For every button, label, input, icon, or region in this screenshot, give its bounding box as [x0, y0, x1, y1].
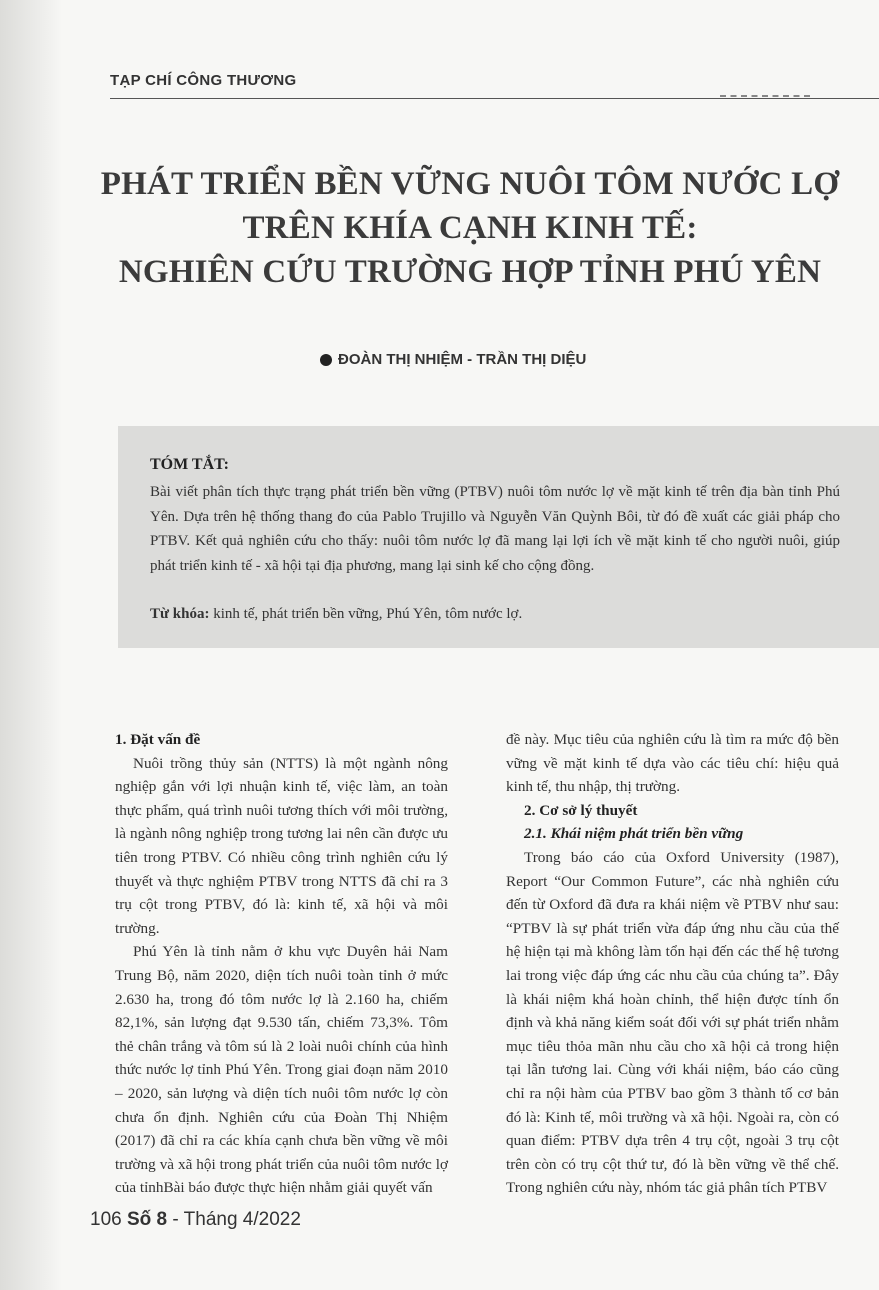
body-column-right [506, 728, 839, 1200]
title-line-2: TRÊN KHÍA CẠNH KINH TẾ: [242, 210, 698, 246]
abstract-text: Bài viết phân tích thực trạng phát triển bền vững (PTBV) nuôi tôm nước lợ về mặt kinh tế trên địa bàn tỉnh Phú Yên. Dựa trên hệ thống thang đo của Pablo Trujillo và Nguyễn Văn Quỳnh Bôi, từ đó đề xuất các giải pháp cho PTBV. Kết quả nghiên cứu cho thấy: nuôi tôm nước lợ đã mang lại lợi ích về mặt kinh tế cho người nuôi, giúp phát triển kinh tế - xã hội tại địa phương, mang lại sinh kế cho cộng đồng. [150, 484, 840, 574]
keywords-text: kinh tế, phát triển bền vững, Phú Yên, tôm nước lợ. [209, 606, 523, 622]
paragraph: Phú Yên là tỉnh nằm ở khu vực Duyên hải Nam Trung Bộ, năm 2020, diện tích nuôi toàn tỉnh ở mức 2.630 ha, trong đó tôm nước lợ là 2.160 ha, chiếm 82,1%, sản lượng đạt 9.530 tấn, chiếm 73,3%. Tôm thẻ chân trắng và tôm sú là 2 loài nuôi chính của hình thức nước lợ tỉnh Phú Yên. Trong giai đoạn năm 2010 – 2020, sản lượng và diện tích nuôi tôm nước lợ còn chưa ổn định. Nghiên cứu của Đoàn Thị Nhiệm (2017) đã chỉ ra các khía cạnh chưa bền vững về môi trường và xã hội trong phát triển của nuôi tôm nước lợ của tỉnhBài báo được thực hiện nhằm giải quyết vấn [115, 943, 448, 1197]
keywords [150, 602, 840, 626]
issue-number: Số 8 [126, 1209, 168, 1230]
header-rule [110, 98, 879, 99]
abstract-heading: TÓM TẮT: [150, 456, 229, 473]
paragraph: Nuôi trồng thủy sản (NTTS) là một ngành nông nghiệp gắn với lợi nhuận kinh tế, việc làm, an toàn thực phẩm, quá trình nuôi tương thích với môi trường, là ngành nông nghiệp trong tương lai nên cần được ưu tiên trong PTBV. Có nhiều công trình nghiên cứu lý thuyết và thực nghiệm PTBV trong NTTS đã chỉ ra 3 trụ cột trong PTBV, đó là: kinh tế, xã hội và môi trường. [115, 754, 448, 937]
body-column-left [115, 728, 448, 1200]
issue-date: - Tháng 4/2022 [167, 1209, 301, 1230]
article-title [80, 162, 860, 294]
header-dash [720, 95, 810, 97]
paragraph: Trong báo cáo của Oxford University (1987), Report “Our Common Future”, các nhà nghiên cứu đến từ Oxford đã đưa ra khái niệm về PTBV như sau: “PTBV là sự phát triển vừa đáp ứng nhu cầu của thế hệ hiện tại mà không làm tổn hại đến các thế hệ tương lai trong việc đáp ứng các nhu cầu của chúng ta”. Đây là khái niệm khá hoàn chỉnh, thể hiện được tính ổn định và khả năng kiểm soát đối với sự phát triển nhằm mục tiêu thỏa mãn nhu cầu cho xã hội cả trong hiện tại lẫn tương lai. Cùng với khái niệm, báo cáo cũng chỉ ra nội hàm của PTBV bao gồm 3 thành tố cơ bản đó là: Kinh tế, môi trường và xã hội. Ngoài ra, còn có quan điểm: PTBV dựa trên 4 trụ cột, ngoài 3 trụ cột trên còn có trụ cột thứ tư, đó là bền vững về thể chế. Trong nghiên cứu này, nhóm tác giả phân tích PTBV [506, 848, 839, 1197]
journal-name: TẠP CHÍ CÔNG THƯƠNG [110, 72, 297, 89]
title-line-1: PHÁT TRIỂN BỀN VỮNG NUÔI TÔM NƯỚC LỢ [100, 166, 840, 202]
section-1-heading: 1. Đặt vấn đề [115, 731, 201, 748]
keywords-label: Từ khóa: [150, 606, 210, 622]
author-names: ĐOÀN THỊ NHIỆM - TRẦN THỊ DIỆU [338, 351, 587, 368]
page-footer [90, 1209, 301, 1231]
subsection-2-1-heading: 2.1. Khái niệm phát triển bền vững [524, 825, 744, 843]
section-2-heading: 2. Cơ sở lý thuyết [524, 801, 638, 819]
page-number: 106 [90, 1209, 122, 1230]
authors [320, 351, 586, 368]
title-line-3: NGHIÊN CỨU TRƯỜNG HỢP TỈNH PHÚ YÊN [118, 254, 822, 290]
bullet-icon [320, 354, 332, 366]
page-edge-shadow [0, 0, 62, 1290]
paragraph: đề này. Mục tiêu của nghiên cứu là tìm ra mức độ bền vững về mặt kinh tế dựa vào các tiêu chí: hiệu quả kinh tế, thu nhập, thị trường. [506, 731, 839, 796]
